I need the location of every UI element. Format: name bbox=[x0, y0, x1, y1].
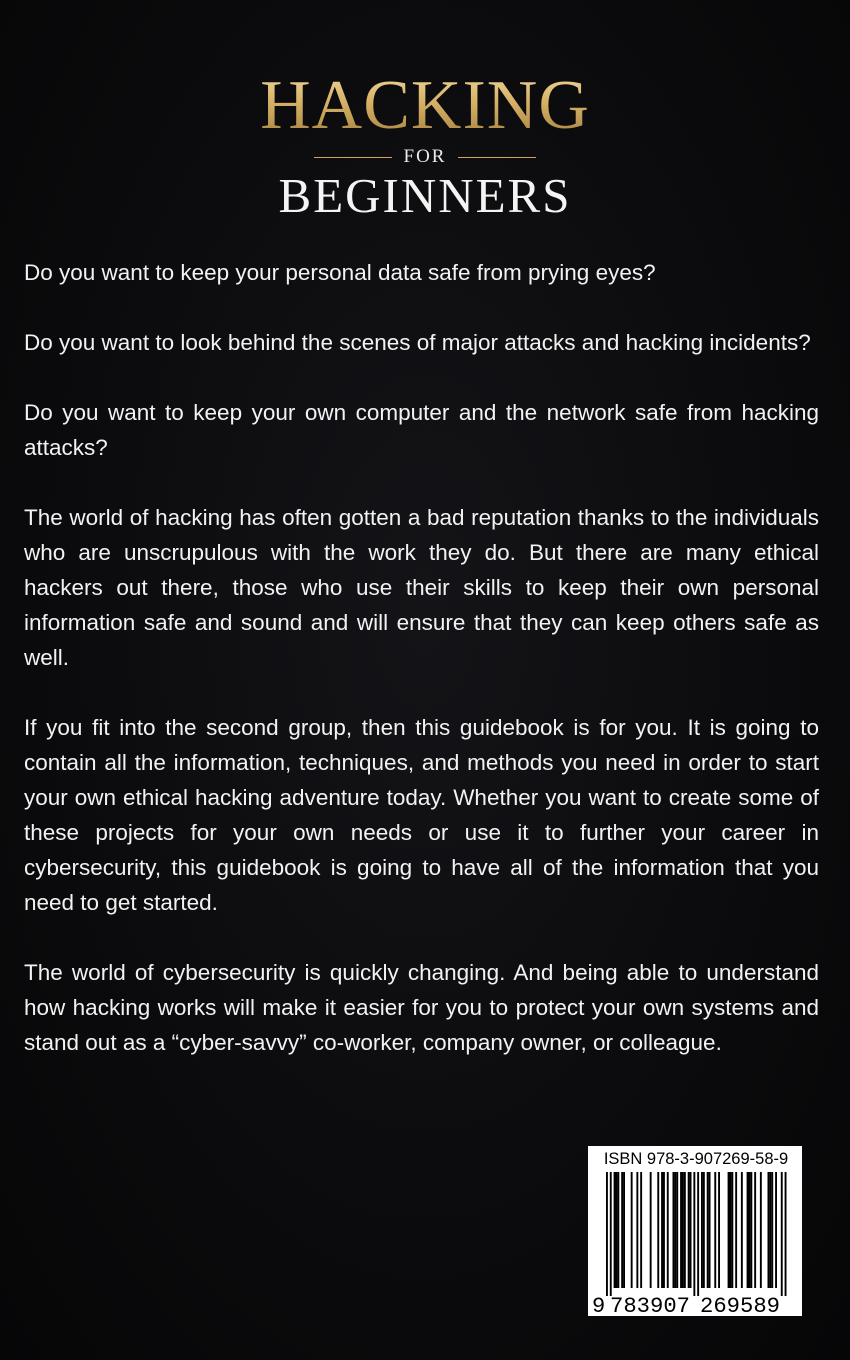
barcode-bar bbox=[781, 1172, 783, 1296]
barcode-bar bbox=[750, 1172, 752, 1288]
barcode-bar bbox=[650, 1172, 652, 1288]
barcode-bar bbox=[703, 1172, 705, 1288]
cover-title bbox=[0, 67, 850, 223]
barcode-bar bbox=[718, 1172, 720, 1288]
barcode-bar bbox=[709, 1172, 711, 1288]
barcode-bar bbox=[775, 1172, 777, 1288]
title-right-rule bbox=[458, 157, 536, 158]
barcode-bar bbox=[693, 1172, 695, 1296]
title-beginners: BEGINNERS bbox=[278, 168, 572, 223]
barcode-bar bbox=[657, 1172, 659, 1288]
barcode-bar bbox=[621, 1172, 623, 1288]
barcode-bar bbox=[674, 1172, 676, 1288]
barcode-bar bbox=[616, 1172, 618, 1288]
barcode-bar bbox=[768, 1172, 770, 1288]
blurb-paragraph-2: Do you want to look behind the scenes of major attacks and hacking incidents? bbox=[24, 330, 811, 355]
barcode-bar bbox=[690, 1172, 692, 1288]
barcode-bars bbox=[588, 1146, 802, 1316]
barcode-bar bbox=[701, 1172, 703, 1288]
blurb-paragraph-1: Do you want to keep your personal data safe from prying eyes? bbox=[24, 260, 656, 285]
blurb-paragraph-6: The world of cybersecurity is quickly changing. And being able to understand how hacking works will make it easier for you to protect your own systems and stand out as a “cyber-savvy” co-worker, company owner, or colleague. bbox=[24, 960, 819, 1055]
barcode-bar bbox=[676, 1172, 678, 1288]
title-for-row bbox=[0, 146, 850, 168]
barcode-bar bbox=[623, 1172, 625, 1288]
barcode-bar bbox=[707, 1172, 709, 1288]
barcode-bar bbox=[714, 1172, 716, 1288]
barcode-left-digits: 783907 bbox=[610, 1294, 690, 1316]
barcode-bar bbox=[728, 1172, 730, 1288]
blurb-paragraph-4: The world of hacking has often gotten a bad reputation thanks to the individuals who are unscrupulous with the work they do. But there are many ethical hackers out there, those who use their skills to keep their own personal information safe and sound and will ensure that they can keep others safe as well. bbox=[24, 505, 819, 670]
isbn-label: ISBN 978-3-907269-58-9 bbox=[603, 1150, 789, 1168]
barcode-bar bbox=[697, 1172, 699, 1296]
barcode-bar bbox=[606, 1172, 608, 1296]
title-left-rule bbox=[314, 157, 392, 158]
barcode-bar bbox=[673, 1172, 675, 1288]
blurb-text bbox=[24, 255, 819, 1095]
title-hacking: HACKING bbox=[0, 70, 850, 146]
barcode-bar bbox=[617, 1172, 619, 1288]
barcode-bar bbox=[754, 1172, 756, 1288]
blurb-paragraph-3: Do you want to keep your own computer and the network safe from hacking attacks? bbox=[24, 400, 819, 460]
barcode-bar bbox=[680, 1172, 682, 1288]
barcode-bar bbox=[730, 1172, 732, 1288]
barcode-bar bbox=[614, 1172, 616, 1288]
barcode-bar bbox=[785, 1172, 787, 1296]
barcode-bar bbox=[631, 1172, 633, 1288]
barcode-bar bbox=[741, 1172, 743, 1288]
barcode-bar bbox=[769, 1172, 771, 1288]
barcode-bar bbox=[640, 1172, 642, 1288]
blurb-paragraph-5: If you fit into the second group, then this guidebook is for you. It is going to contain all the information, techniques, and methods you need in order to start your own ethical hacking adventure today. Whether you want to create some of these projects for your own needs or use it to further your career in cybersecurity, this guidebook is going to have all of the information that you need to get started. bbox=[24, 715, 819, 915]
barcode-lead-digit: 9 bbox=[592, 1294, 606, 1316]
barcode-bar bbox=[667, 1172, 669, 1288]
isbn-barcode bbox=[588, 1146, 802, 1316]
barcode-bar bbox=[684, 1172, 686, 1288]
barcode-bar bbox=[747, 1172, 749, 1288]
barcode-bar bbox=[682, 1172, 684, 1288]
barcode-bar bbox=[688, 1172, 690, 1288]
barcode-bar bbox=[771, 1172, 773, 1288]
barcode-bar bbox=[610, 1172, 612, 1296]
barcode-bar bbox=[661, 1172, 663, 1288]
barcode-bar bbox=[760, 1172, 762, 1288]
barcode-bar bbox=[735, 1172, 737, 1288]
title-for: FOR bbox=[403, 146, 447, 167]
barcode-bar bbox=[636, 1172, 638, 1288]
barcode-bar-group bbox=[606, 1172, 787, 1296]
barcode-bar bbox=[731, 1172, 733, 1288]
barcode-bar bbox=[663, 1172, 665, 1288]
barcode-right-digits: 269589 bbox=[700, 1294, 780, 1316]
barcode-bar bbox=[749, 1172, 751, 1288]
